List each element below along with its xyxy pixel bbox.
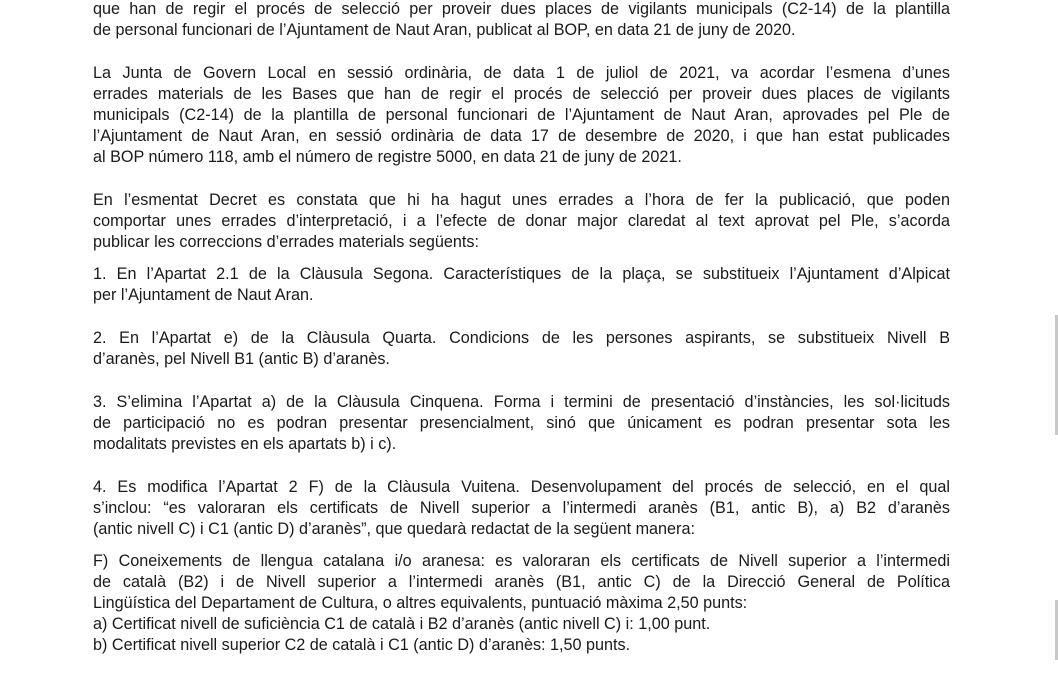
junta-paragraph — [93, 63, 950, 168]
text-line: La Junta de Govern Local en sessió ordinària, de data 1 de juliol de 2021, va acordar l’esmena d’unes — [93, 64, 950, 82]
coneixements-paragraph — [93, 551, 950, 656]
text-line: de català (B2) i de Nivell superior a l’intermedi aranès (B1, antic C) de la Direcció General de Política — [93, 573, 950, 591]
text-line: F) Coneixements de llengua catalana i/o aranesa: es valoraran els certificats de Nivell superior a l’intermedi — [93, 552, 950, 570]
text-line: modalitats previstes en els apartats b) i c). — [93, 435, 397, 453]
decret-paragraph — [93, 190, 950, 253]
text-line: Lingüística del Departament de Cultura, o altres equivalents, puntuació màxima 2,50 punts: — [93, 594, 748, 612]
intro-paragraph — [93, 0, 950, 41]
text-line: municipals (C2-14) de la plantilla de personal funcionari de l’Ajuntament de Naut Aran, aprovades pel Ple de — [93, 106, 950, 124]
text-line: 2. En l’Apartat e) de la Clàusula Quarta. Condicions de les persones aspirants, se substitueix Nivell B — [93, 329, 950, 347]
correction-item-4 — [93, 477, 950, 540]
text-line: de personal funcionari de l’Ajuntament de Naut Aran, publicat al BOP, en data 21 de juny de 2020. — [93, 21, 796, 39]
correction-item-3 — [93, 392, 950, 455]
text-line: 4. Es modifica l’Apartat 2 F) de la Clàusula Vuitena. Desenvolupament del procés de selecció, en el qual — [93, 478, 950, 496]
text-line: al BOP número 118, amb el número de registre 5000, en data 21 de juny de 2021. — [93, 148, 682, 166]
text-line: que han de regir el procés de selecció per proveir dues places de vigilants municipals (C2-14) de la plantilla — [93, 0, 950, 18]
text-line: publicar les correccions d’errades materials següents: — [93, 233, 479, 251]
text-line: d’aranès, pel Nivell B1 (antic B) d’aranès. — [93, 350, 390, 368]
text-line: errades materials de les Bases que han de regir el procés de selecció per proveir dues places de vigilants — [93, 85, 950, 103]
list-item: a) Certificat nivell de suficiència C1 de català i B2 d’aranès (antic nivell C) i: 1,00 punt. — [93, 615, 711, 633]
text-line: En l’esmentat Decret es constata que hi ha hagut unes errades a l’hora de fer la publicació, que poden — [93, 191, 950, 209]
text-line: s’inclou: “es valoraran els certificats de Nivell superior a l’intermedi aranès (B1, antic B), a) B2 d’aranès — [93, 499, 950, 517]
document-page — [93, 0, 950, 656]
correction-item-2 — [93, 328, 950, 370]
text-line: de participació no es podran presentar presencialment, sinó que únicament es podran presentar sota les — [93, 414, 950, 432]
text-line: comportar unes errades d’interpretació, i a l’efecte de donar major claredat al text aprovat pel Ple, s’acorda — [93, 212, 950, 230]
correction-item-1 — [93, 264, 950, 306]
text-line: l’Ajuntament de Naut Aran, en sessió ordinària de data 17 de desembre de 2020, i que han estat publicades — [93, 127, 950, 145]
text-line: 3. S’elimina l’Apartat a) de la Clàusula Cinquena. Forma i termini de presentació d’instàncies, les sol·licituds — [93, 393, 950, 411]
text-line: per l’Ajuntament de Naut Aran. — [93, 286, 314, 304]
text-line: (antic nivell C) i C1 (antic D) d’aranès”, que quedarà redactat de la següent manera: — [93, 520, 695, 538]
text-line: 1. En l’Apartat 2.1 de la Clàusula Segona. Característiques de la plaça, se substitueix l’Ajuntament d’Alpicat — [93, 265, 950, 283]
list-item: b) Certificat nivell superior C2 de català i C1 (antic D) d’aranès: 1,50 punts. — [93, 636, 631, 654]
